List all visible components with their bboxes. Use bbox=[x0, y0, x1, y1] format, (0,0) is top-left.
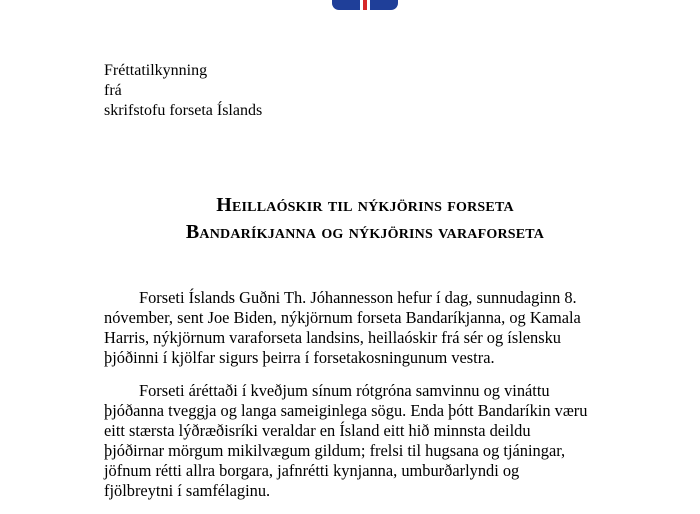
press-release-title bbox=[0, 192, 700, 246]
text-line: þjóðinni í kjölfar sigurs þeirra í forsetakosningunum vestra. bbox=[104, 348, 495, 367]
press-release-body bbox=[104, 288, 634, 514]
text-line: þjóðirnar mörgum mikilvægum gildum; frelsi til hugsana og tjáningar, bbox=[104, 441, 566, 460]
text-line: Harris, nýkjörnum varaforseta landsins, heillaóskir frá sér og íslensku bbox=[104, 328, 562, 347]
sender-line: skrifstofu forseta Íslands bbox=[104, 102, 263, 119]
sender-line: Fréttatilkynning bbox=[104, 62, 208, 79]
press-release-sender bbox=[104, 61, 262, 121]
coat-of-arms-logo bbox=[332, 0, 398, 10]
paragraph bbox=[104, 288, 634, 368]
paragraph bbox=[104, 381, 634, 501]
text-line: fjölbreytni í samfélaginu. bbox=[104, 481, 271, 500]
sender-line: frá bbox=[104, 82, 122, 99]
text-line: Forseti Íslands Guðni Th. Jóhannesson hefur í dag, sunnudaginn 8. bbox=[139, 288, 577, 307]
text-line: jöfnum rétti allra borgara, jafnrétti kynjanna, umburðarlyndi og bbox=[104, 461, 520, 480]
text-line: Forseti áréttaði í kveðjum sínum rótgróna samvinnu og vináttu bbox=[139, 381, 550, 400]
title-line: Bandaríkjanna og nýkjörins varaforseta bbox=[185, 221, 545, 243]
flag-cross-red bbox=[363, 0, 367, 10]
title-line: Heillaóskir til nýkjörins forseta bbox=[216, 194, 514, 216]
text-line: eitt stærsta lýðræðisríki veraldar en Ísland eitt hið minnsta deildu bbox=[104, 421, 531, 440]
text-line: þjóðanna tveggja og langa sameiginlega sögu. Enda þótt Bandaríkin væru bbox=[104, 401, 588, 420]
text-line: nóvember, sent Joe Biden, nýkjörnum forseta Bandaríkjanna, og Kamala bbox=[104, 308, 581, 327]
